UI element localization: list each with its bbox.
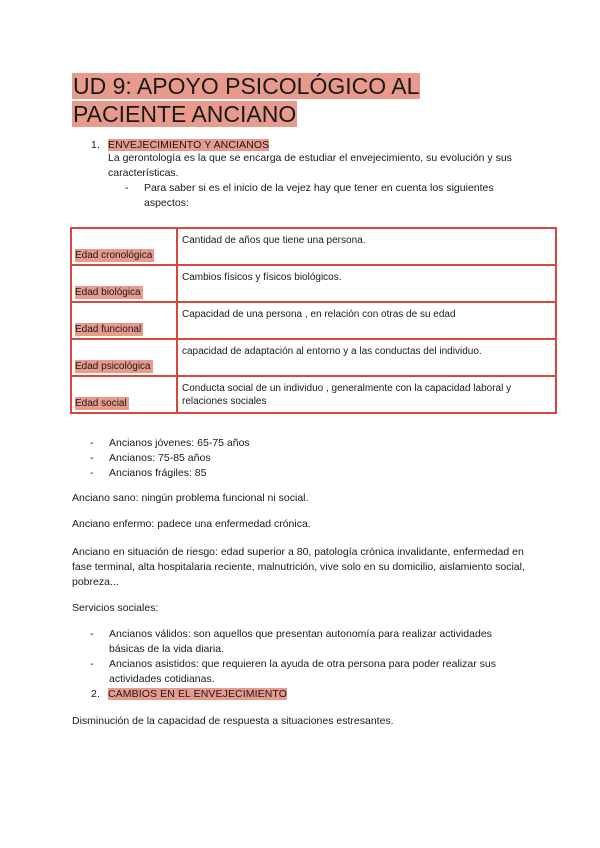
age-groups-list	[90, 436, 490, 481]
paragraph-anciano-sano: Anciano sano: ningún problema funcional ni social.	[72, 492, 309, 504]
row-label: Edad psicológica	[75, 361, 151, 372]
table-row	[71, 339, 556, 376]
section-2-title: CAMBIOS EN EL ENVEJECIMIENTO	[108, 688, 288, 700]
paragraph-anciano-enfermo: Anciano enfermo: padece una enfermedad crónica.	[72, 518, 311, 530]
page-title	[72, 72, 542, 128]
table-row	[71, 376, 556, 413]
row-description: Cambios físicos y físicos biológicos.	[177, 265, 556, 302]
table-row	[71, 228, 556, 265]
paragraph-servicios-sociales: Servicios sociales:	[72, 602, 159, 614]
row-description: Conducta social de un individuo , generalmente con la capacidad laboral y relaciones sociales	[177, 376, 556, 413]
section-1-bullets	[125, 181, 525, 211]
list-item: - Ancianos frágiles: 85	[90, 466, 490, 481]
section-1-title: ENVEJECIMIENTO Y ANCIANOS	[108, 139, 270, 151]
list-item: - Ancianos válidos: son aquellos que presentan autonomía para realizar actividades básicas de la vida diaria.	[90, 627, 530, 657]
title-line-2: PACIENTE ANCIANO	[73, 101, 297, 127]
section-2-text: Disminución de la capacidad de respuesta a situaciones estresantes.	[72, 715, 394, 727]
list-item: - Ancianos: 75-85 años	[90, 451, 490, 466]
row-label: Edad social	[75, 398, 127, 409]
row-description: capacidad de adaptación al entorno y a las conductas del individuo.	[177, 339, 556, 376]
list-item: - Ancianos asistidos: que requieren la ayuda de otra persona para poder realizar sus actividades cotidianas.	[90, 657, 530, 687]
row-description: Cantidad de años que tiene una persona.	[177, 228, 556, 265]
row-description: Capacidad de una persona , en relación con otras de su edad	[177, 302, 556, 339]
section-1-number: 1.	[91, 139, 100, 151]
row-label: Edad biológica	[75, 287, 141, 298]
section-1-heading	[91, 138, 269, 152]
row-label: Edad funcional	[75, 324, 142, 335]
list-item: - Para saber si es el inicio de la vejez hay que tener en cuenta los siguientes aspectos:	[125, 181, 525, 211]
table-cell-label	[71, 339, 177, 376]
table-cell-label	[71, 302, 177, 339]
list-item: - Ancianos jóvenes: 65-75 años	[90, 436, 490, 451]
paragraph-anciano-riesgo: Anciano en situación de riesgo: edad superior a 80, patología crónica invalidante, enfermedad en fase terminal, alta hospitalaria reciente, malnutrición, vive solo en su domicilio, aislamiento social, pobreza...	[72, 546, 525, 588]
table-row	[71, 302, 556, 339]
section-1-intro: La gerontología es la que se encarga de estudiar el envejecimiento, su evolución y sus características.	[108, 152, 512, 179]
table-cell-label	[71, 376, 177, 413]
ages-table	[70, 227, 557, 414]
row-label: Edad cronológica	[75, 250, 153, 261]
title-line-1: UD 9: APOYO PSICOLÓGICO AL	[73, 73, 420, 99]
section-2-heading	[91, 687, 287, 701]
section-2-number: 2.	[91, 688, 100, 700]
services-list	[90, 627, 530, 687]
table-cell-label	[71, 228, 177, 265]
table-row	[71, 265, 556, 302]
table-cell-label	[71, 265, 177, 302]
